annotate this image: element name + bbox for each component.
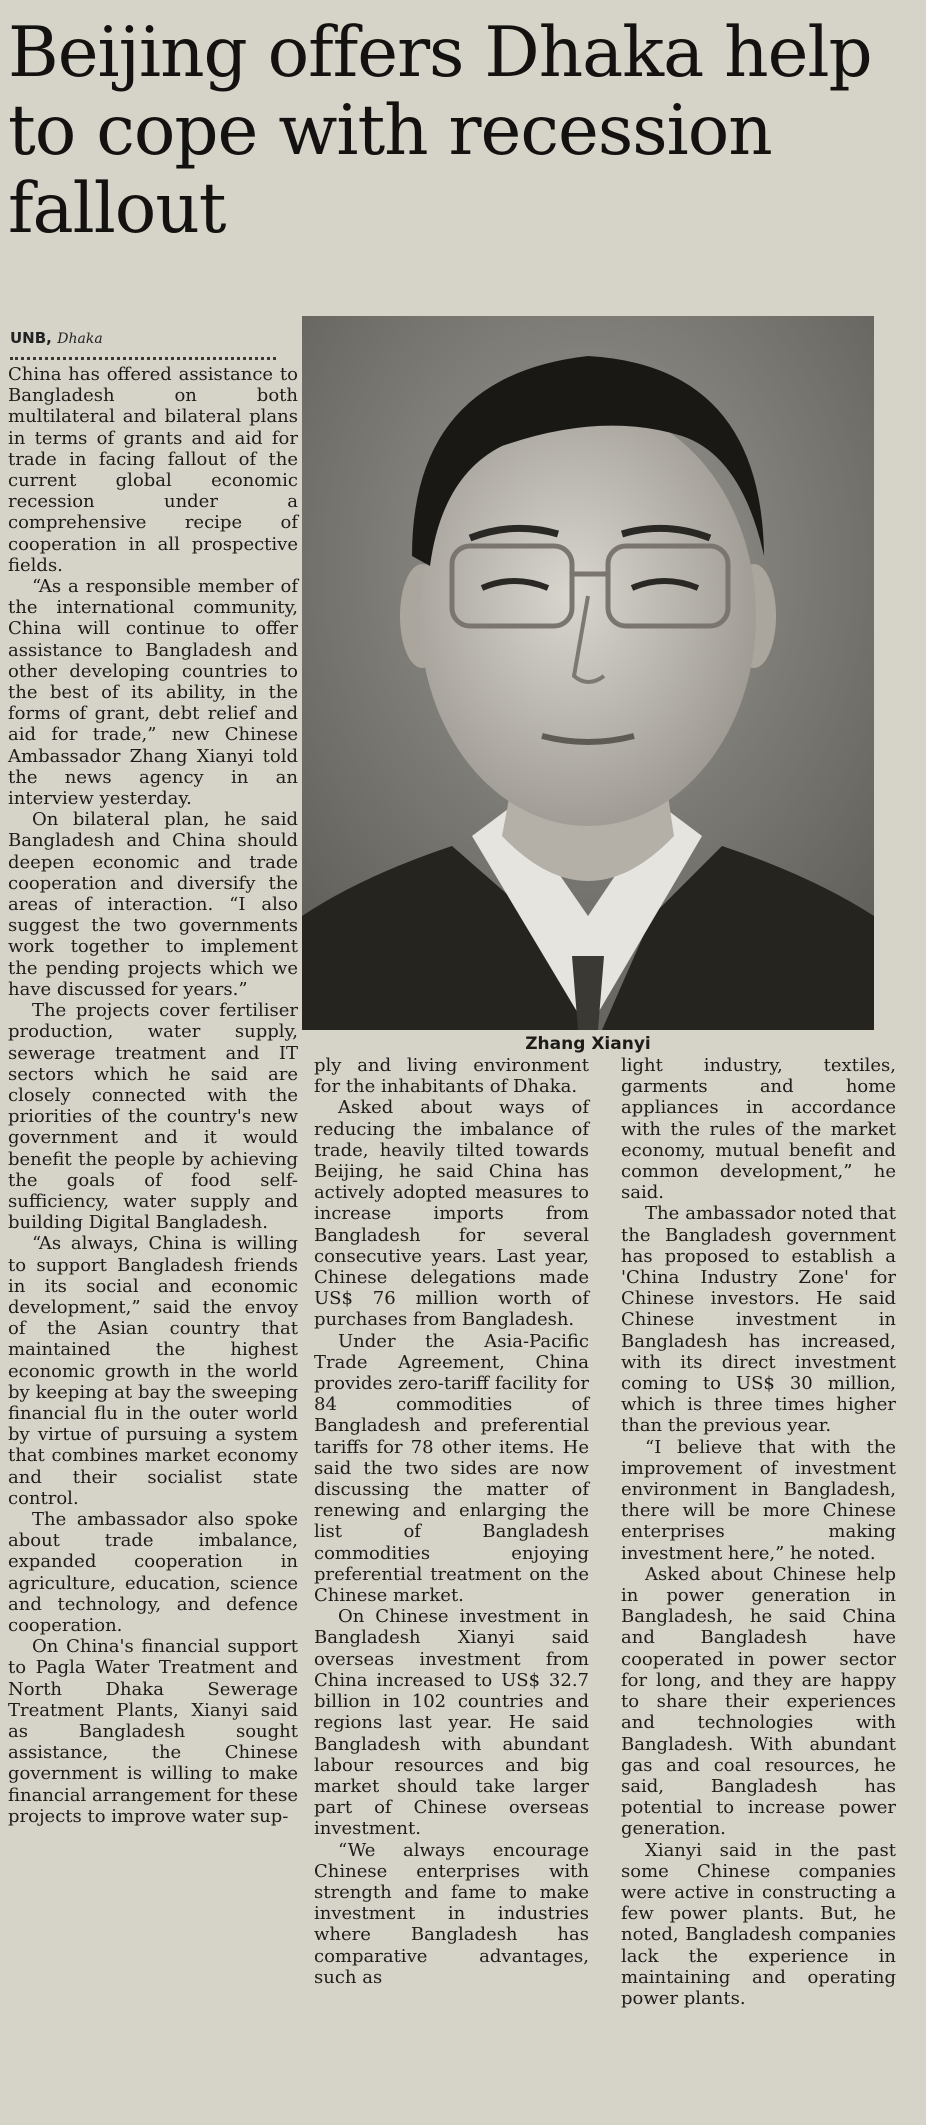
paragraph: “We always encourage Chinese enterprises with strength and fame to make investment in industries where Bangladesh has comparative advantages, such as	[314, 1839, 589, 1988]
paragraph: On bilateral plan, he said Bangladesh and China should deepen economic and trade cooperation and diversify the areas of interaction. “I also suggest the two governments work together to implement the pending projects which we have discussed for years.”	[8, 809, 298, 1000]
paragraph: Asked about Chinese help in power generation in Bangladesh, he said China and Bangladesh have cooperated in power sector for long, and they are happy to share their experiences and technologies with Bangladesh. With abundant gas and coal resources, he said, Bangladesh has potential to increase power generation.	[621, 1563, 896, 1840]
paragraph: Under the Asia-Pacific Trade Agreement, China provides zero-tariff facility for 84 commodities of Bangladesh and preferential tariffs for 78 other items. He said the two sides are now discussing the matter of renewing and enlarging the list of Bangladesh commodities enjoying preferential treatment on the Chinese market.	[314, 1330, 589, 1607]
paragraph: The ambassador noted that the Bangladesh government has proposed to establish a 'China Industry Zone' for Chinese investors. He said Chinese investment in Bangladesh has increased, with its direct investment coming to US$ 30 million, which is three times higher than the previous year.	[621, 1203, 896, 1437]
byline-divider	[10, 357, 276, 360]
paragraph: Xianyi said in the past some Chinese companies were active in constructing a few power plants. But, he noted, Bangladesh companies lack the experience in maintaining and operating power plants.	[621, 1839, 896, 2009]
paragraph: The ambassador also spoke about trade imbalance, expanded cooperation in agriculture, education, science and technology, and defence cooperation.	[8, 1508, 298, 1636]
article-column-2	[314, 1055, 589, 1988]
article-column-1	[8, 364, 298, 1827]
paragraph: The projects cover fertiliser production, water supply, sewerage treatment and IT sectors which he said are closely connected with the priorities of the country's new government and it would benefit the people by achieving the goals of food self-sufficiency, water supply and building Digital Bangladesh.	[8, 1000, 298, 1234]
byline	[10, 328, 103, 348]
portrait-photo	[302, 316, 874, 1030]
paragraph: On Chinese investment in Bangladesh Xianyi said overseas investment from China increased to US$ 32.7 billion in 102 countries and regions last year. He said Bangladesh with abundant labour resources and big market should take larger part of Chinese overseas investment.	[314, 1606, 589, 1840]
paragraph: “As a responsible member of the international community, China will continue to offer assistance to Bangladesh and other developing countries to the best of its ability, in the forms of grant, debt relief and aid for trade,” new Chinese Ambassador Zhang Xianyi told the news agency in an interview yesterday.	[8, 576, 298, 810]
byline-place: Dhaka	[57, 331, 103, 347]
paragraph: ply and living environment for the inhabitants of Dhaka.	[314, 1055, 589, 1098]
paragraph: On China's financial support to Pagla Water Treatment and North Dhaka Sewerage Treatment Plants, Xianyi said as Bangladesh sought assistance, the Chinese government is willing to make financial arrangement for these projects to improve water sup-	[8, 1636, 298, 1827]
paragraph: “As always, China is willing to support Bangladesh friends in its social and economic development,” said the envoy of the Asian country that maintained the highest economic growth in the world by keeping at bay the sweeping financial flu in the outer world by virtue of pursuing a system that combines market economy and their socialist state control.	[8, 1233, 298, 1509]
portrait-illustration	[302, 316, 874, 1030]
headline: Beijing offers Dhaka help to cope with recession fallout	[8, 13, 872, 249]
article-column-3	[621, 1055, 896, 2009]
paragraph: “I believe that with the improvement of investment environment in Bangladesh, there will be more Chinese enterprises making investment here,” he noted.	[621, 1436, 896, 1564]
paragraph: light industry, textiles, garments and home appliances in accordance with the rules of the market economy, mutual benefit and common development,” he said.	[621, 1055, 896, 1204]
byline-agency: UNB,	[10, 329, 52, 347]
photo-caption: Zhang Xianyi	[525, 1034, 651, 1054]
paragraph: Asked about ways of reducing the imbalance of trade, heavily tilted towards Beijing, he said China has actively adopted measures to increase imports from Bangladesh for several consecutive years. Last year, Chinese delegations made US$ 76 million worth of purchases from Bangladesh.	[314, 1097, 589, 1331]
paragraph: China has offered assistance to Bangladesh on both multilateral and bilateral plans in terms of grants and aid for trade in facing fallout of the current global economic recession under a comprehensive recipe of cooperation in all prospective fields.	[8, 364, 298, 576]
